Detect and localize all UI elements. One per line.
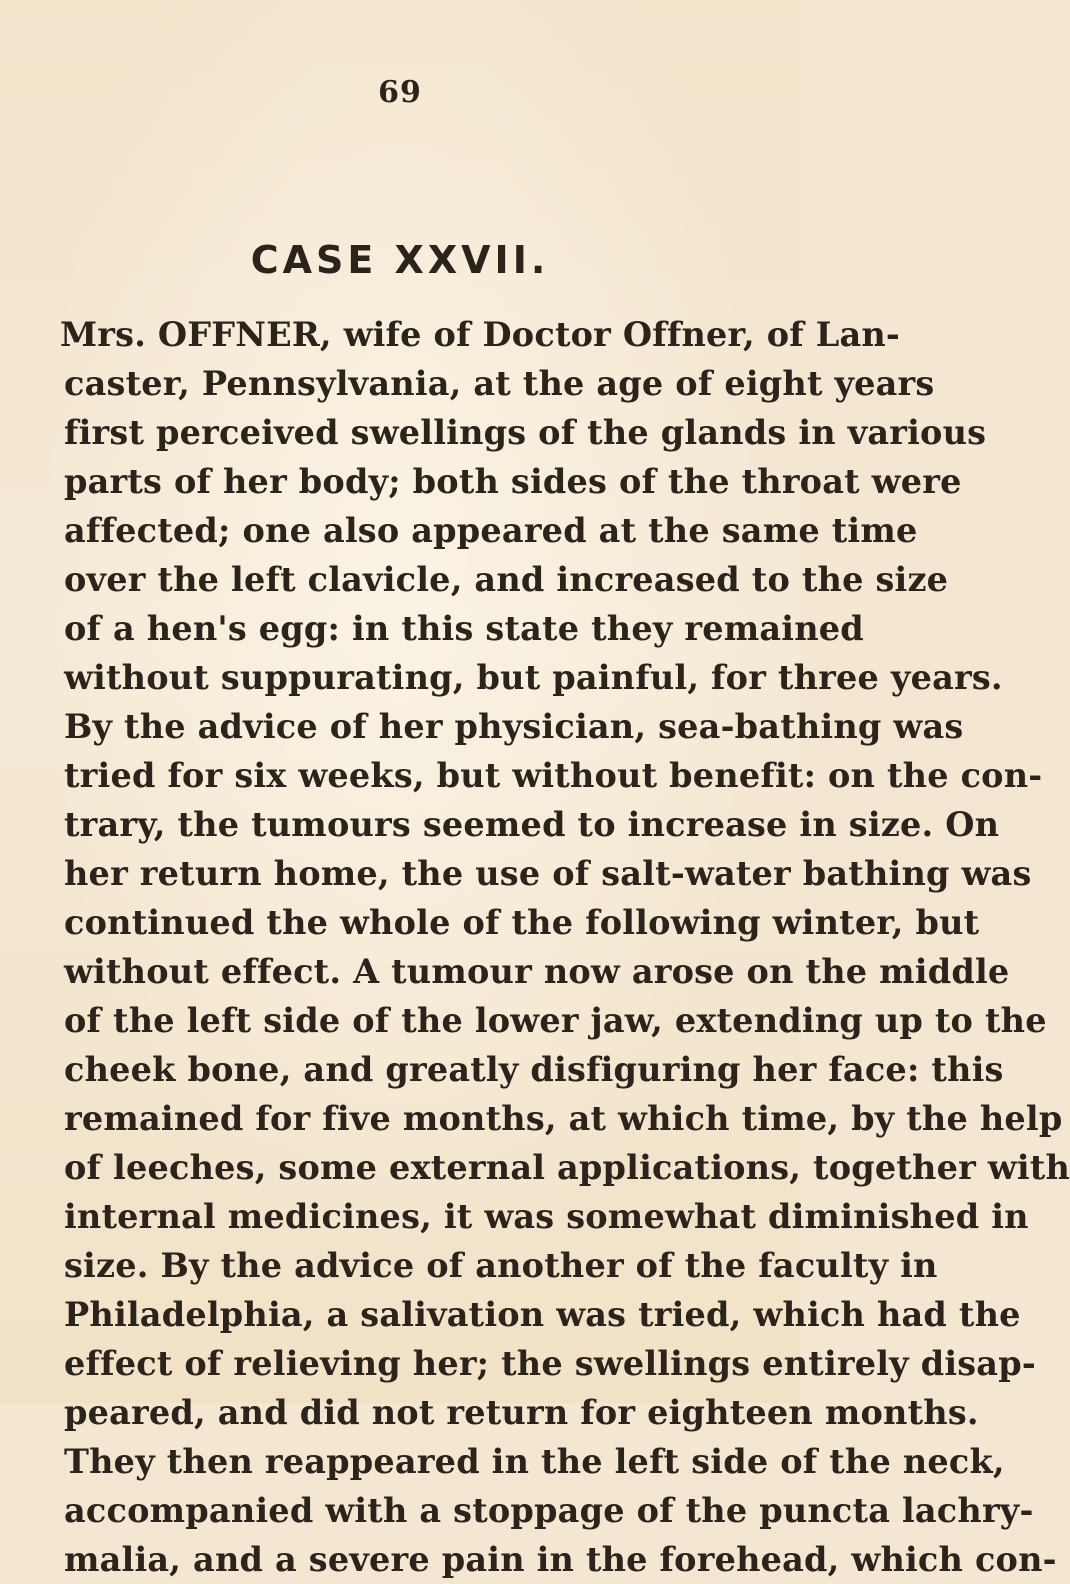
text-line: By the advice of her physician, sea-bathing was [64, 707, 964, 746]
text-line: They then reappeared in the left side of the neck, [64, 1442, 1005, 1481]
text-line: of a hen's egg: in this state they remained [64, 609, 864, 648]
text-line: first perceived swellings of the glands in various [64, 413, 987, 452]
text-line: accompanied with a stoppage of the puncta lachry- [64, 1491, 1034, 1530]
text-line: of the left side of the lower jaw, extending up to the [64, 1001, 1047, 1040]
text-line: effect of relieving her; the swellings entirely disap- [64, 1344, 1036, 1383]
page-number: 69 [378, 75, 422, 110]
case-heading: CASE XXVII. [250, 238, 550, 282]
text-line: internal medicines, it was somewhat diminished in [64, 1197, 1029, 1236]
text-line: without effect. A tumour now arose on the middle [64, 952, 1010, 991]
text-line: tried for six weeks, but without benefit: on the con- [64, 756, 1043, 795]
text-line: continued the whole of the following winter, but [64, 903, 980, 942]
text-line: peared, and did not return for eighteen months. [64, 1393, 979, 1432]
text-line: malia, and a severe pain in the forehead, which con- [64, 1540, 1057, 1579]
text-line: over the left clavicle, and increased to the size [64, 560, 949, 599]
text-line: affected; one also appeared at the same time [64, 511, 918, 550]
text-line: without suppurating, but painful, for three years. [64, 658, 1003, 697]
text-line: trary, the tumours seemed to increase in size. On [64, 805, 1000, 844]
text-line: her return home, the use of salt-water bathing was [64, 854, 1032, 893]
text-line: Mrs. OFFNER, wife of Doctor Offner, of Lan- [60, 315, 901, 354]
text-line: remained for five months, at which time, by the help [64, 1099, 1063, 1138]
text-line: cheek bone, and greatly disfiguring her face: this [64, 1050, 1004, 1089]
text-line: caster, Pennsylvania, at the age of eight years [64, 364, 935, 403]
text-line: parts of her body; both sides of the throat were [64, 462, 962, 501]
text-line: size. By the advice of another of the faculty in [64, 1246, 938, 1285]
text-line: Philadelphia, a salivation was tried, which had the [64, 1295, 1021, 1334]
text-line: of leeches, some external applications, together with [64, 1148, 1070, 1187]
body-text [0, 310, 1070, 1584]
